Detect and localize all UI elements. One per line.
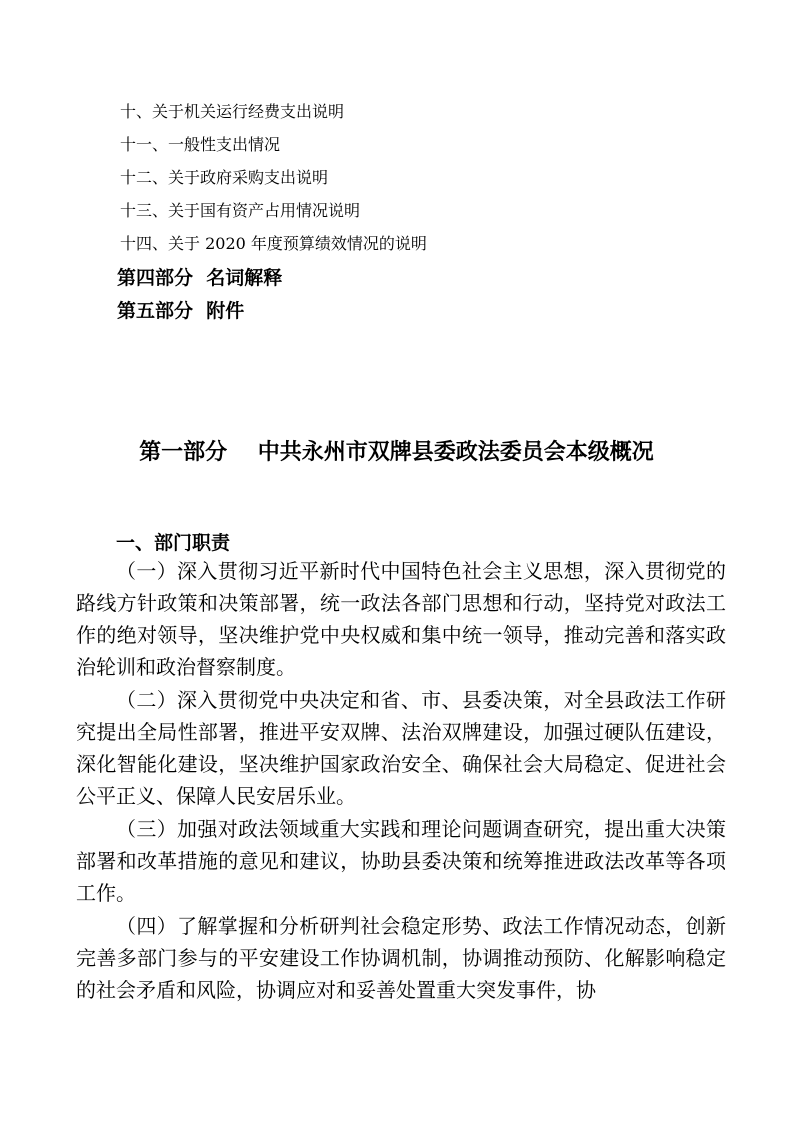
toc-item: 十二、关于政府采购支出说明: [120, 168, 329, 187]
toc-item: 十、关于机关运行经费支出说明: [120, 102, 345, 121]
paragraph: （一）深入贯彻习近平新时代中国特色社会主义思想，深入贯彻党的路线方针政策和决策部署，统一政法各部门思想和行动，坚持党对政法工作的绝对领导，坚决维护党中央权威和集中统一领导，推动完善和落实政治轮训和政治督察制度。: [76, 559, 726, 679]
toc-item: 十三、关于国有资产占用情况说明: [120, 201, 361, 220]
part-title: 第一部分 中共永州市双牌县委政法委员会本级概况: [139, 440, 654, 465]
section-title: 一、部门职责: [116, 532, 231, 554]
paragraph: （三）加强对政法领域重大实践和理论问题调查研究，提出重大决策部署和改革措施的意见和建议，协助县委决策和统筹推进政法改革等各项工作。: [76, 817, 726, 905]
toc-item: 十一、一般性支出情况: [120, 135, 281, 154]
paragraph: （四）了解掌握和分析研判社会稳定形势、政法工作情况动态，创新完善多部门参与的平安建设工作协调机制，协调推动预防、化解影响稳定的社会矛盾和风险，协调应对和妥善处置重大突发事件，协: [76, 914, 726, 1002]
paragraph: （二）深入贯彻党中央决定和省、市、县委决策，对全县政法工作研究提出全局性部署，推进平安双牌、法治双牌建设，加强过硬队伍建设，深化智能化建设，坚决维护国家政治安全、确保社会大局稳定、促进社会公平正义、保障人民安居乐业。: [76, 688, 726, 808]
body-text: [76, 555, 726, 1007]
toc-item: 十四、关于 2020 年度预算绩效情况的说明: [120, 234, 427, 253]
toc-part-heading: 第四部分 名词解释: [117, 267, 283, 289]
toc-part-heading: 第五部分 附件: [117, 300, 245, 322]
table-of-contents: [117, 100, 740, 331]
